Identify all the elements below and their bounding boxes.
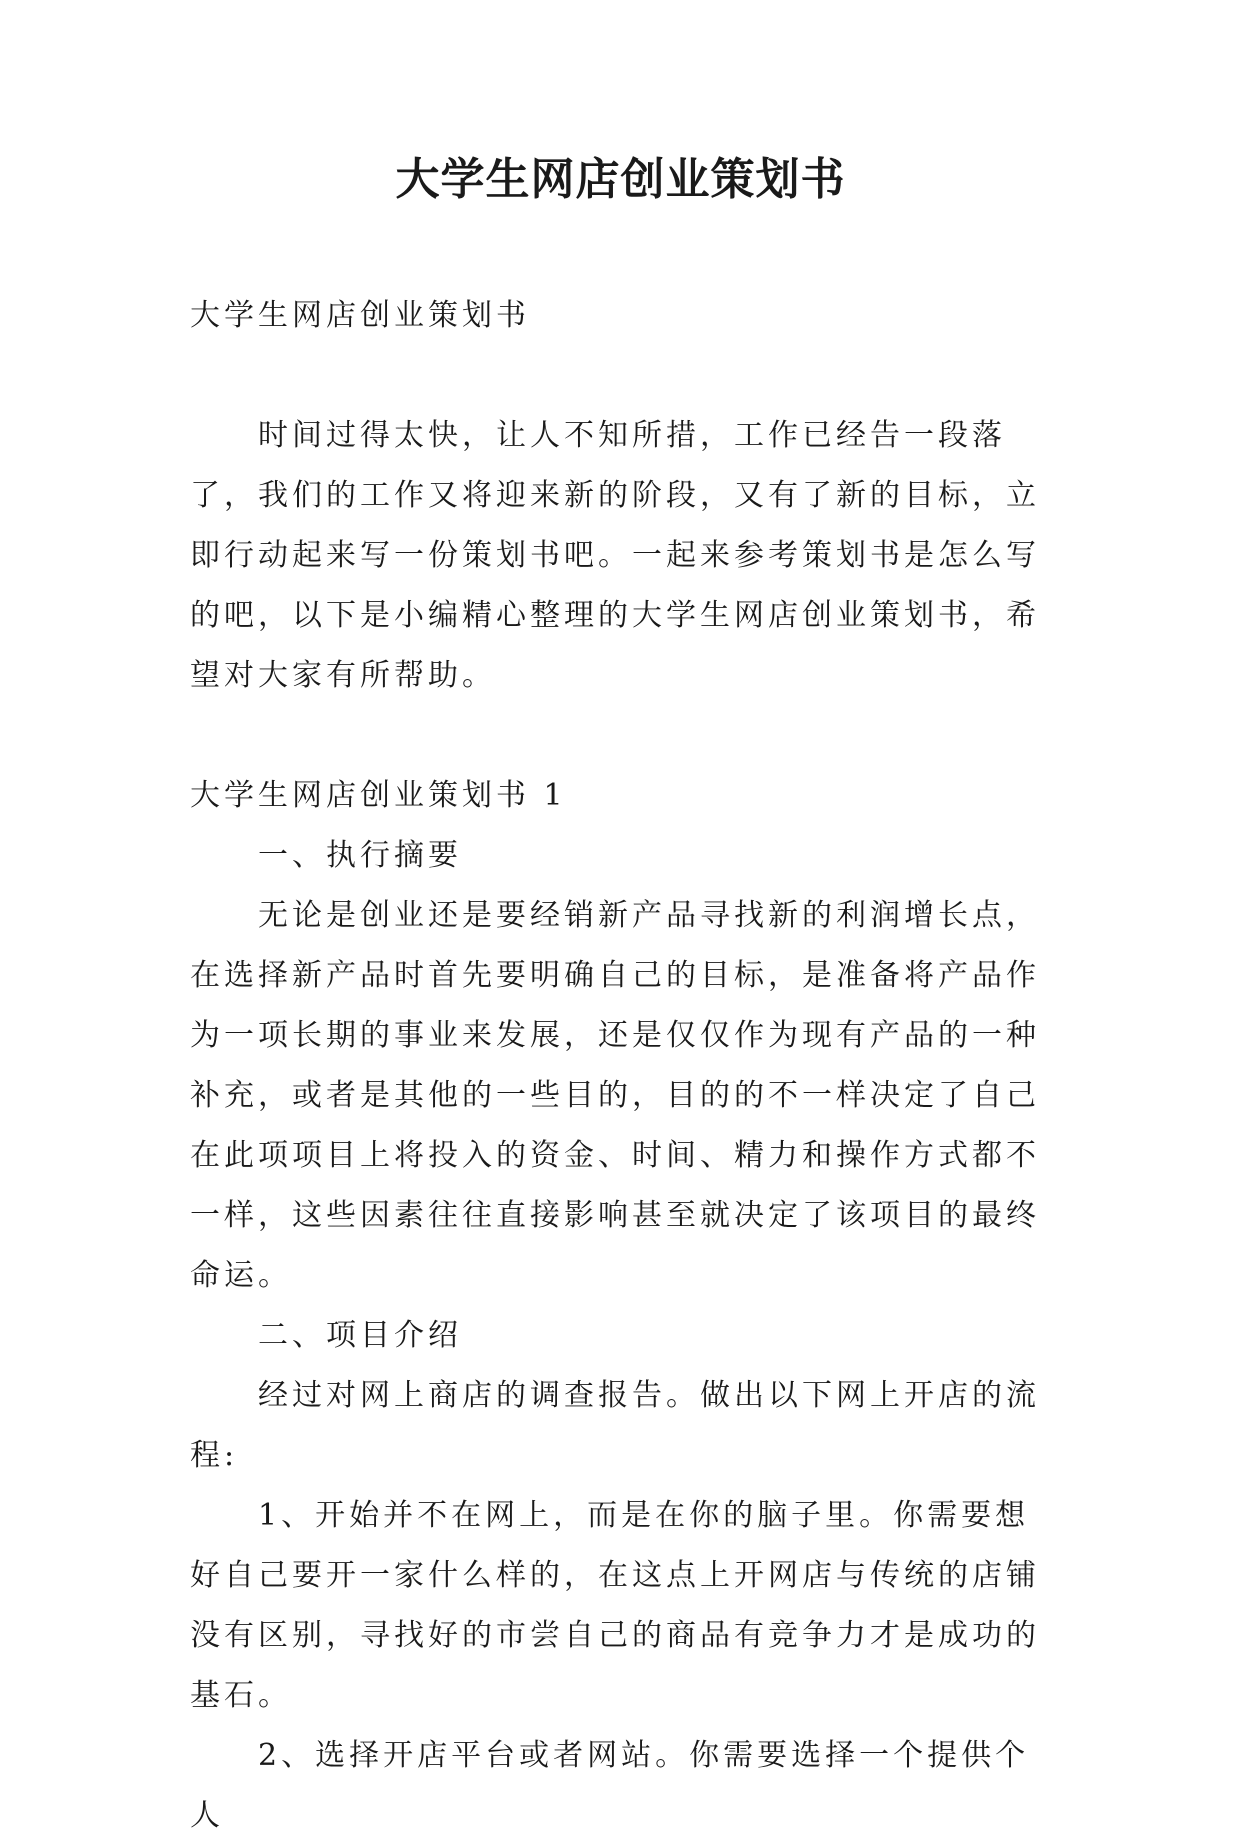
- document-body: [190, 286, 1060, 1846]
- document-subtitle: 大学生网店创业策划书: [190, 298, 530, 333]
- document-title: 大学生网店创业策划书: [395, 154, 846, 205]
- paragraph-project-intro: 经过对网上商店的调查报告。做出以下网上开店的流程:: [190, 1378, 1040, 1473]
- heading-project-intro: 二、项目介绍: [258, 1318, 462, 1353]
- section-title: 大学生网店创业策划书 1: [190, 778, 567, 813]
- heading-executive-summary: 一、执行摘要: [258, 838, 462, 873]
- paragraph-summary: 无论是创业还是要经销新产品寻找新的利润增长点，在选择新产品时首先要明确自己的目标，是准备将产品作为一项长期的事业来发展，还是仅仅作为现有产品的一种补充，或者是其他的一些目的，目的的不一样决定了自己在此项项目上将投入的资金、时间、精力和操作方式都不一样，这些因素往往直接影响甚至就决定了该项目的最终命运。: [190, 898, 1040, 1293]
- list-item-2: 2、选择开店平台或者网站。你需要选择一个提供个人: [190, 1738, 1030, 1833]
- list-item-1: 1、开始并不在网上，而是在你的脑子里。你需要想好自己要开一家什么样的，在这点上开网店与传统的店铺没有区别，寻找好的市尝自己的商品有竞争力才是成功的基石。: [190, 1498, 1040, 1713]
- intro-paragraph: 时间过得太快，让人不知所措，工作已经告一段落了，我们的工作又将迎来新的阶段，又有了新的目标，立即行动起来写一份策划书吧。一起来参考策划书是怎么写的吧，以下是小编精心整理的大学生网店创业策划书，希望对大家有所帮助。: [190, 418, 1040, 693]
